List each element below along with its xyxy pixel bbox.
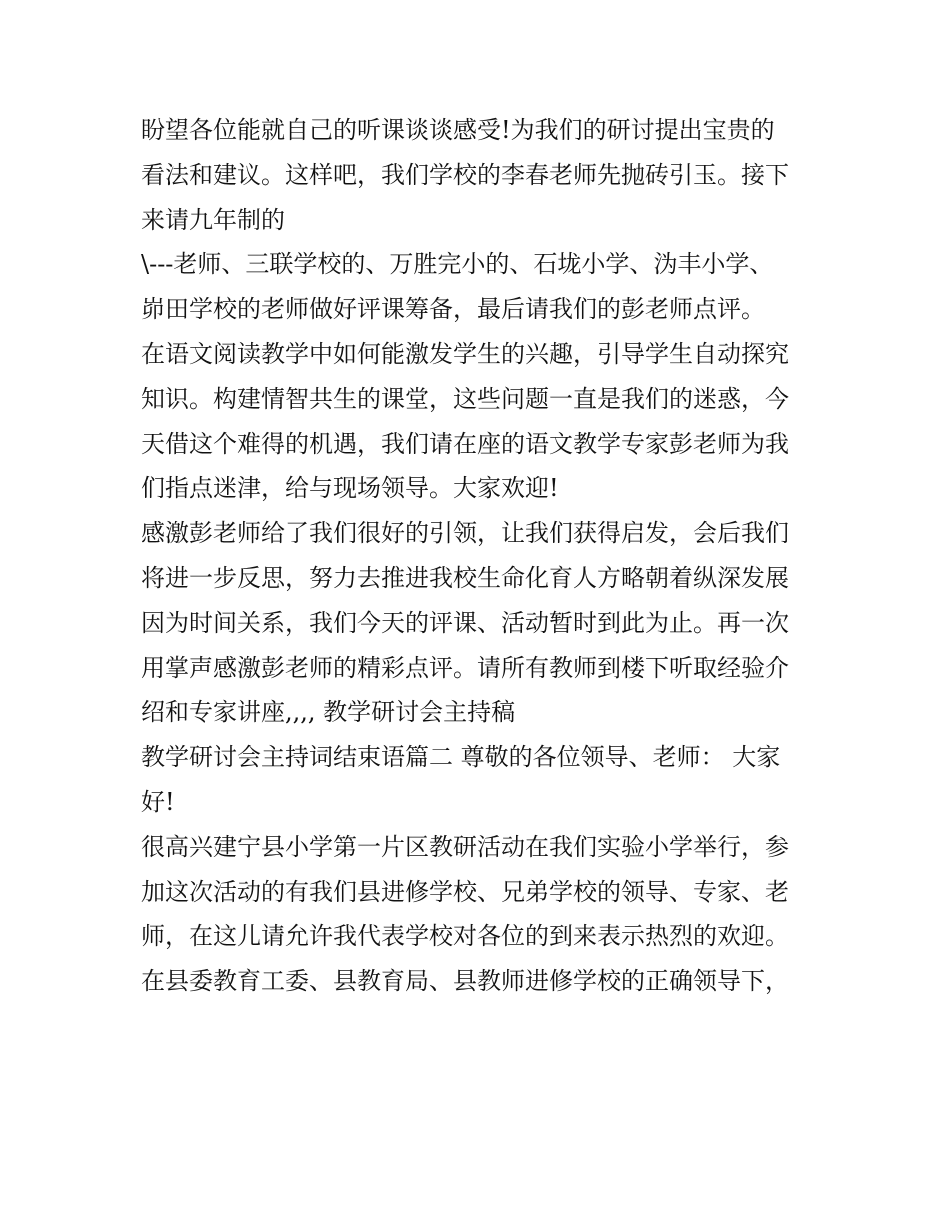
text-line: 用掌声感激彭老师的精彩点评。请所有教师到楼下听取经验介 [141,653,789,682]
text-line: 将进一步反思，努力去推进我校生命化育人方略朝着纵深发展 [141,563,789,592]
text-line: 感激彭老师给了我们很好的引领，让我们获得启发，会后我们 [141,519,789,548]
text-line: 知识。构建情智共生的课堂，这些问题一直是我们的迷惑，今 [141,384,789,413]
text-line: 来请九年制的 [141,205,285,234]
text-line: 在县委教育工委、县教育局、县教师进修学校的正确领导下， [141,967,789,996]
text-line: 在语文阅读教学中如何能激发学生的兴趣，引导学生自动探究 [141,339,789,368]
text-line: 师，在这儿请允许我代表学校对各位的到来表示热烈的欢迎。 [141,922,789,951]
text-line: 看法和建议。这样吧，我们学校的李春老师先抛砖引玉。接下 [141,160,789,189]
text-line: 很高兴建宁县小学第一片区教研活动在我们实验小学举行，参 [141,832,789,861]
text-line: 盼望各位能就自己的听课谈谈感受!为我们的研讨提出宝贵的 [141,116,775,144]
text-line: 天借这个难得的机遇，我们请在座的语文教学专家彭老师为我 [141,429,789,458]
document-body [141,108,813,1004]
text-line: 教学研讨会主持词结束语篇二 尊敬的各位领导、老师： 大家 [141,743,781,772]
text-line: 峁田学校的老师做好评课筹备，最后请我们的彭老师点评。 [141,295,765,324]
text-line: 因为时间关系，我们今天的评课、活动暂时到此为止。再一次 [141,608,789,637]
text-line: 绍和专家讲座,,,, 教学研讨会主持稿 [141,698,516,727]
text-line: \---老师、三联学校的、万胜完小的、石垅小学、沩丰小学、 [141,250,774,279]
text-line: 好! [141,787,175,816]
text-line: 加这次活动的有我们县进修学校、兄弟学校的领导、专家、老 [141,877,789,906]
text-line: 们指点迷津，给与现场领导。大家欢迎! [141,474,559,503]
